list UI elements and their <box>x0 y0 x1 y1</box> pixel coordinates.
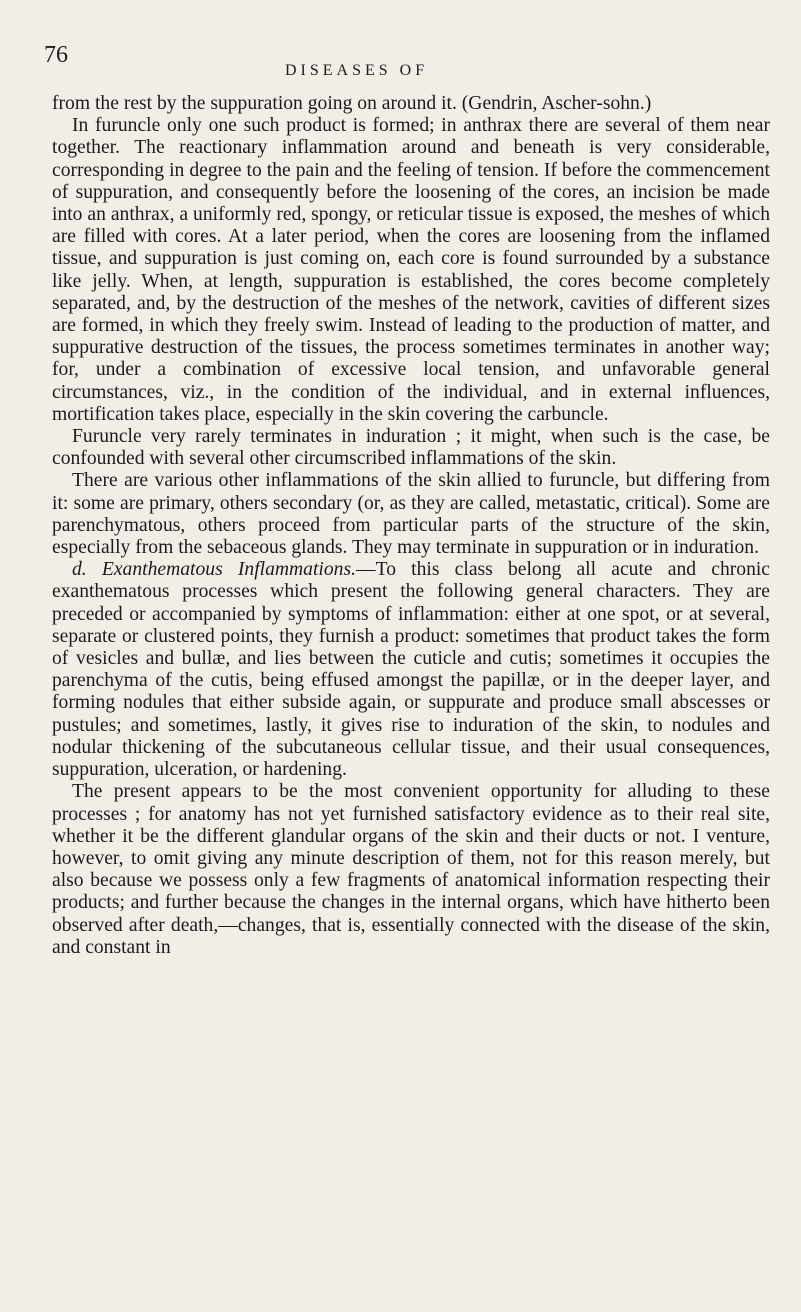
paragraph <box>52 559 770 781</box>
body-text <box>52 93 770 959</box>
paragraph: The present appears to be the most convenient opportunity for alluding to these processes ; for anatomy has not yet furnished satisfactory evidence as to their real site, whether it be the different glandular organs of the skin and their ducts or not. I venture, however, to omit giving any minute description of them, not for this reason merely, but also because we possess only a few fragments of anatomical information respecting their products; and further because the changes in the internal organs, which have hitherto been observed after death,—changes, that is, essentially connected with the disease of the skin, and constant in <box>52 781 770 958</box>
section-text: —To this class belong all acute and chronic exanthematous processes which present the following general characters. They are preceded or accompanied by symptoms of inflammation: either at one spot, or at several, separate or clustered points, they furnish a product: sometimes that product takes the form of vesicles and bullæ, and lies between the cuticle and cutis; sometimes it occupies the parenchyma of the cutis, being effused amongst the papillæ, or in the deeper layer, and forming nodules that either subside again, or suppurate and produce small abscesses or pustules; and sometimes, lastly, it gives rise to induration of the skin, to nodules and nodular thickening of the subcutaneous cellular tissue, and their usual consequences, suppuration, ulceration, or hardening. <box>52 559 771 781</box>
paragraph: In furuncle only one such product is formed; in anthrax there are several of them near together. The reactionary inflammation around and beneath is very considerable, corresponding in degree to the pain and the feeling of tension. If before the commencement of suppuration, and consequently before the loosening of the cores, an incision be made into an anthrax, a uniformly red, spongy, or reticular tissue is exposed, the meshes of which are filled with cores. At a later period, when the cores are loosening from the inflamed tissue, and suppuration is just coming on, each core is found surrounded by a substance like jelly. When, at length, suppuration is established, the cores become completely separated, and, by the destruction of the meshes of the network, cavities of different sizes are formed, in which they freely swim. Instead of leading to the production of matter, and suppurative destruction of the tissues, the process sometimes terminates in another way; for, under a combination of excessive local tension, and unfavorable general circumstances, viz., in the condition of the individual, and in external influences, mortification takes place, especially in the skin covering the carbuncle. <box>52 115 770 425</box>
paragraph: There are various other inflammations of the skin allied to furuncle, but differing from it: some are primary, others secondary (or, as they are called, metastatic, critical). Some are parenchymatous, others proceed from particular parts of the structure of the skin, especially from the sebaceous glands. They may terminate in suppuration or in induration. <box>52 470 770 559</box>
running-head: DISEASES OF <box>285 62 429 79</box>
paragraph: Furuncle very rarely terminates in induration ; it might, when such is the case, be confounded with several other circumscribed inflammations of the skin. <box>52 426 770 470</box>
section-heading: d. Exanthematous Inflammations. <box>72 559 356 581</box>
page-number: 76 <box>44 42 68 68</box>
paragraph: from the rest by the suppuration going on around it. (Gendrin, Ascher-sohn.) <box>52 93 652 114</box>
